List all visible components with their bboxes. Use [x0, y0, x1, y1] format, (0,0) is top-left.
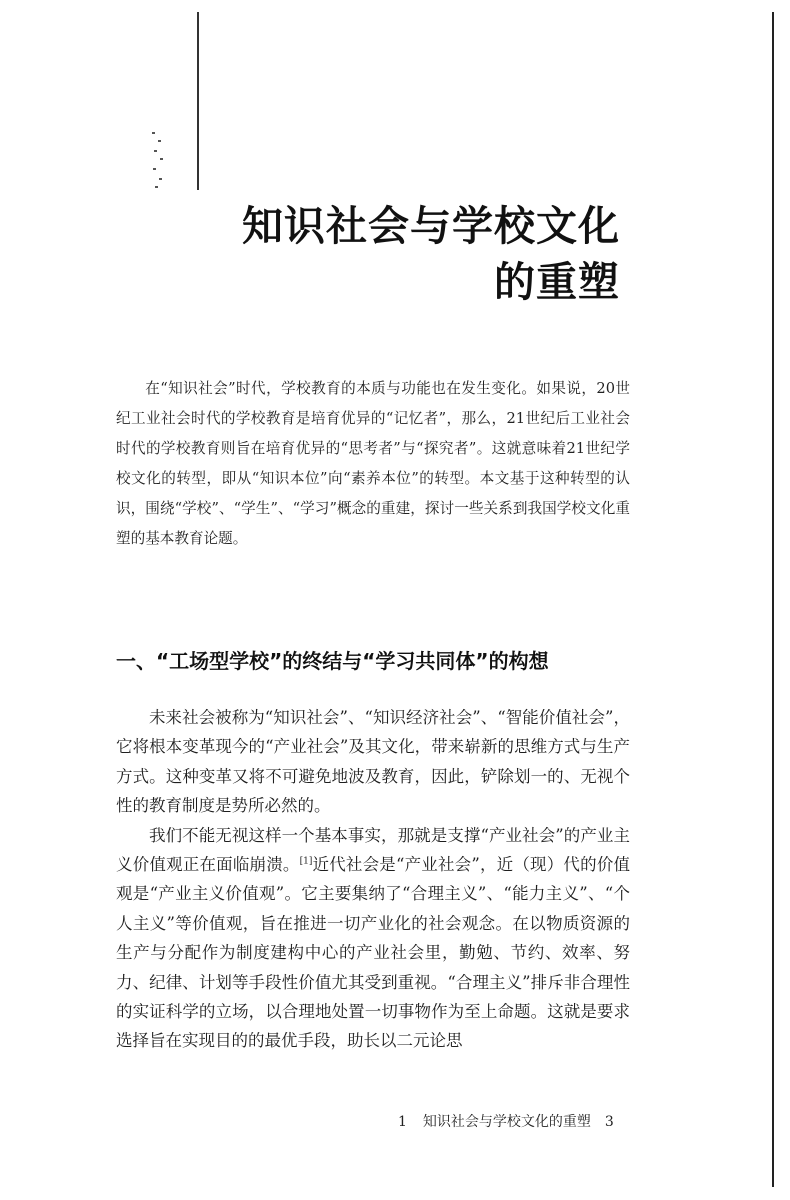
- scan-artifact-marks: [150, 128, 164, 192]
- title-line-2: 的重塑: [494, 258, 620, 306]
- running-footer: [398, 1112, 614, 1132]
- abstract: [116, 374, 630, 554]
- top-vertical-rule: [197, 12, 199, 190]
- right-margin-rule: [772, 12, 774, 1187]
- section-heading: 一、“工场型学校”的终结与“学习共同体”的构想: [116, 649, 549, 673]
- page-number: 3: [604, 1114, 614, 1130]
- abstract-paragraph: 在“知识社会”时代，学校教育的本质与功能也在发生变化。如果说，20世纪工业社会时代的学校教育是培育优异的“记忆者”，那么，21世纪后工业社会时代的学校教育则旨在培育优异的“思考者”与“探究者”。这就意味着21世纪学校文化的转型，即从“知识本位”向“素养本位”的转型。本文基于这种转型的认识，围绕“学校”、“学生”、“学习”概念的重建，探讨一些关系到我国学校文化重塑的基本教育论题。: [116, 380, 630, 547]
- article-title: [242, 198, 620, 310]
- body-paragraph-2-part-2: 近代社会是“产业社会”，近（现）代的价值观是“产业主义价值观”。它主要集纳了“合理主义”、“能力主义”、“个人主义”等价值观，旨在推进一切产业化的社会观念。在以物质资源的生产与分配作为制度建构中心的产业社会里，勤勉、节约、效率、努力、纪律、计划等手段性价值尤其受到重视。“合理主义”排斥非合理性的实证科学的立场，以合理地处置一切事物作为至上命题。这就是要求选择旨在实现目的的最优手段，助长以二元论思: [116, 855, 631, 1051]
- body-paragraph-1: 未来社会被称为“知识社会”、“知识经济社会”、“智能价值社会”，它将根本变革现今的“产业社会”及其文化，带来崭新的思维方式与生产方式。这种变革又将不可避免地波及教育，因此，铲除划一的、无视个性的教育制度是势所必然的。: [116, 708, 630, 816]
- body-paragraph-2-part-1: 我们不能无视这样一个基本事实，那就是支撑“产业社会”的产业主义价值观正在面临崩溃。: [116, 825, 630, 875]
- running-title: 知识社会与学校文化的重塑: [422, 1114, 591, 1130]
- footnote-reference[interactable]: [1]: [299, 856, 313, 867]
- body-text: [116, 703, 630, 1056]
- chapter-number: 1: [398, 1114, 407, 1130]
- body-paragraph-2: [116, 821, 630, 1056]
- title-line-1: 知识社会与学校文化: [242, 202, 620, 250]
